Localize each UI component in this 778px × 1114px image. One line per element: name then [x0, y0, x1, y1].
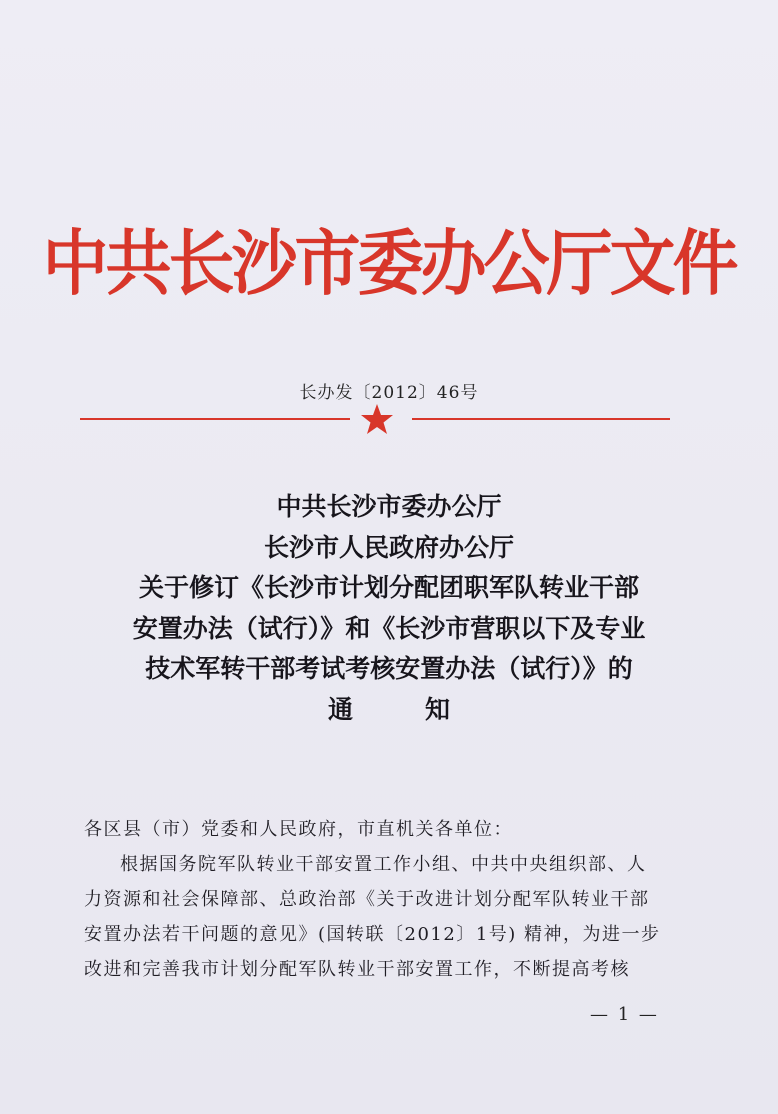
- title-notice-word: [0, 690, 778, 731]
- body-line: 根据国务院军队转业干部安置工作小组、中共中央组织部、人: [120, 854, 647, 875]
- title-line: 安置办法（试行）》和《长沙市营职以下及专业: [132, 613, 646, 643]
- document-number: 长办发〔2012〕46号: [299, 383, 479, 403]
- title-line: 中共长沙市委办公厅: [276, 492, 502, 521]
- document-masthead: 中共长沙市委办公厅文件: [42, 220, 736, 306]
- title-line: 技术军转干部考试考核安置办法（试行）》的: [145, 654, 633, 683]
- star-icon: [360, 402, 394, 436]
- notice-char: 知: [425, 694, 451, 724]
- red-rule-right: [412, 418, 670, 420]
- body-line: 安置办法若干问题的意见》(国转联〔2012〕1号) 精神，为进一步: [84, 924, 661, 945]
- notice-char: 通: [327, 694, 353, 724]
- document-body: [84, 812, 694, 987]
- red-rule-left: [80, 418, 350, 420]
- title-line: 长沙市人民政府办公厅: [263, 532, 514, 562]
- title-line: 关于修订《长沙市计划分配团职军队转业干部: [138, 573, 639, 602]
- page-number: — 1 —: [590, 1004, 659, 1025]
- body-line: 力资源和社会保障部、总政治部《关于改进计划分配军队转业干部: [84, 889, 650, 910]
- salutation: 各区县（市）党委和人民政府，市直机关各单位：: [84, 819, 513, 840]
- notice-title: [0, 487, 778, 730]
- body-line: 改进和完善我市计划分配军队转业干部安置工作，不断提高考核: [84, 959, 630, 980]
